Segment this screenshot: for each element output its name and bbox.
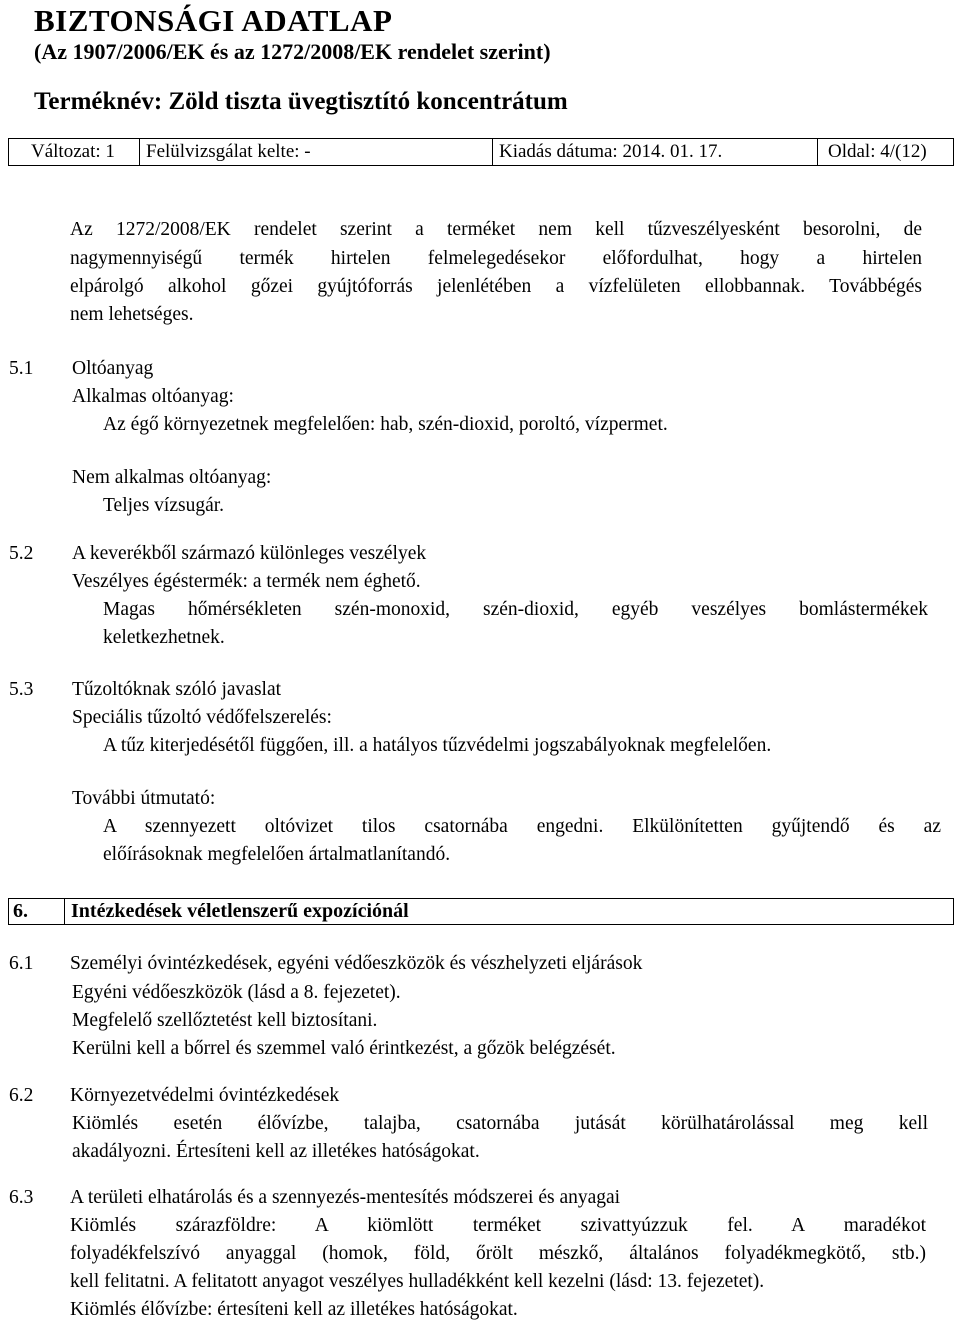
- field-text: Veszélyes égéstermék: a termék nem éghető.: [72, 571, 421, 592]
- section-title: Környezetvédelmi óvintézkedések: [70, 1085, 340, 1106]
- section-6-title: Intézkedések véletlenszerű expozíciónál: [71, 900, 409, 922]
- field-text: Kiömlés szárazföldre: A kiömlött terméket szivattyúzzuk fel. A maradékot: [70, 1215, 926, 1236]
- section-number: 6.2: [9, 1085, 34, 1106]
- product-name: Terméknév: Zöld tiszta üvegtisztító koncentrátum: [34, 88, 568, 115]
- section-number: 5.3: [9, 679, 34, 700]
- section-title: A keverékből származó különleges veszélyek: [72, 543, 427, 564]
- field-text: folyadékfelszívó anyaggal (homok, föld, őrölt mészkő, általános folyadékmegkötő, stb.): [70, 1243, 926, 1264]
- field-text: Az égő környezetnek megfelelően: hab, szén-dioxid, poroltó, vízpermet.: [103, 414, 668, 435]
- intro-line: elpárolgó alkohol gőzei gyújtóforrás jelenlétében a vízfelületen ellobbannak. Továbbégés: [70, 276, 922, 297]
- field-text: A tűz kiterjedésétől függően, ill. a hatályos tűzvédelmi jogszabályoknak megfelelően.: [103, 735, 772, 756]
- section-number: 6.3: [9, 1187, 34, 1208]
- version-cell: Változat: 1: [31, 141, 115, 162]
- section-title: Tűzoltóknak szóló javaslat: [72, 679, 282, 700]
- field-text: keletkezhetnek.: [103, 627, 225, 648]
- section-title: Személyi óvintézkedések, egyéni védőeszközök és vészhelyzeti eljárások: [70, 953, 643, 974]
- field-text: Egyéni védőeszközök (lásd a 8. fejezetet).: [72, 982, 401, 1003]
- document-title: BIZTONSÁGI ADATLAP: [34, 3, 393, 38]
- section-title: Oltóanyag: [72, 358, 154, 379]
- field-text: A szennyezett oltóvizet tilos csatornába engedni. Elkülönítetten gyűjtendő és az: [103, 816, 941, 837]
- document-info-bar: [8, 138, 954, 166]
- intro-line: nem lehetséges.: [70, 304, 194, 325]
- revision-cell: Felülvizsgálat kelte: -: [139, 139, 492, 165]
- section-number: 6.1: [9, 953, 34, 974]
- field-text: Kiömlés esetén élővízbe, talajba, csatornába jutását körülhatárolással meg kell: [72, 1113, 928, 1134]
- field-text: Magas hőmérsékleten szén-monoxid, szén-dioxid, egyéb veszélyes bomlástermékek: [103, 599, 928, 620]
- intro-line: nagymennyiségű termék hirtelen felmelegedésekor előfordulhat, hogy a hirtelen: [70, 248, 922, 269]
- field-label: Nem alkalmas oltóanyag:: [72, 467, 272, 488]
- field-text: előírásoknak megfelelően ártalmatlanítandó.: [103, 844, 451, 865]
- section-6-number: 6.: [9, 899, 65, 924]
- field-label: További útmutató:: [72, 788, 216, 809]
- regulation-subtitle: (Az 1907/2006/EK és az 1272/2008/EK rendelet szerint): [34, 39, 551, 64]
- field-text: Kiömlés élővízbe: értesíteni kell az illetékes hatóságokat.: [70, 1299, 518, 1320]
- section-title: A területi elhatárolás és a szennyezés-mentesítés módszerei és anyagai: [70, 1187, 621, 1208]
- field-text: Kerülni kell a bőrrel és szemmel való érintkezést, a gőzök belégzését.: [72, 1038, 616, 1059]
- field-label: Speciális tűzoltó védőfelszerelés:: [72, 707, 332, 728]
- field-text: Megfelelő szellőztetést kell biztosítani.: [72, 1010, 378, 1031]
- issue-date-cell: Kiadás dátuma: 2014. 01. 17.: [492, 139, 817, 165]
- section-number: 5.2: [9, 543, 34, 564]
- section-6-header: [8, 898, 954, 925]
- intro-line: Az 1272/2008/EK rendelet szerint a terméket nem kell tűzveszélyesként besorolni, de: [70, 219, 922, 240]
- page-number-cell: Oldal: 4/(12): [817, 139, 953, 165]
- section-number: 5.1: [9, 358, 34, 379]
- field-text: kell felitatni. A felitatott anyagot veszélyes hulladékként kell kezelni (lásd: 13. fejezetet).: [70, 1271, 765, 1292]
- field-label: Alkalmas oltóanyag:: [72, 386, 234, 407]
- field-text: Teljes vízsugár.: [103, 495, 225, 516]
- field-text: akadályozni. Értesíteni kell az illetékes hatóságokat.: [72, 1141, 480, 1162]
